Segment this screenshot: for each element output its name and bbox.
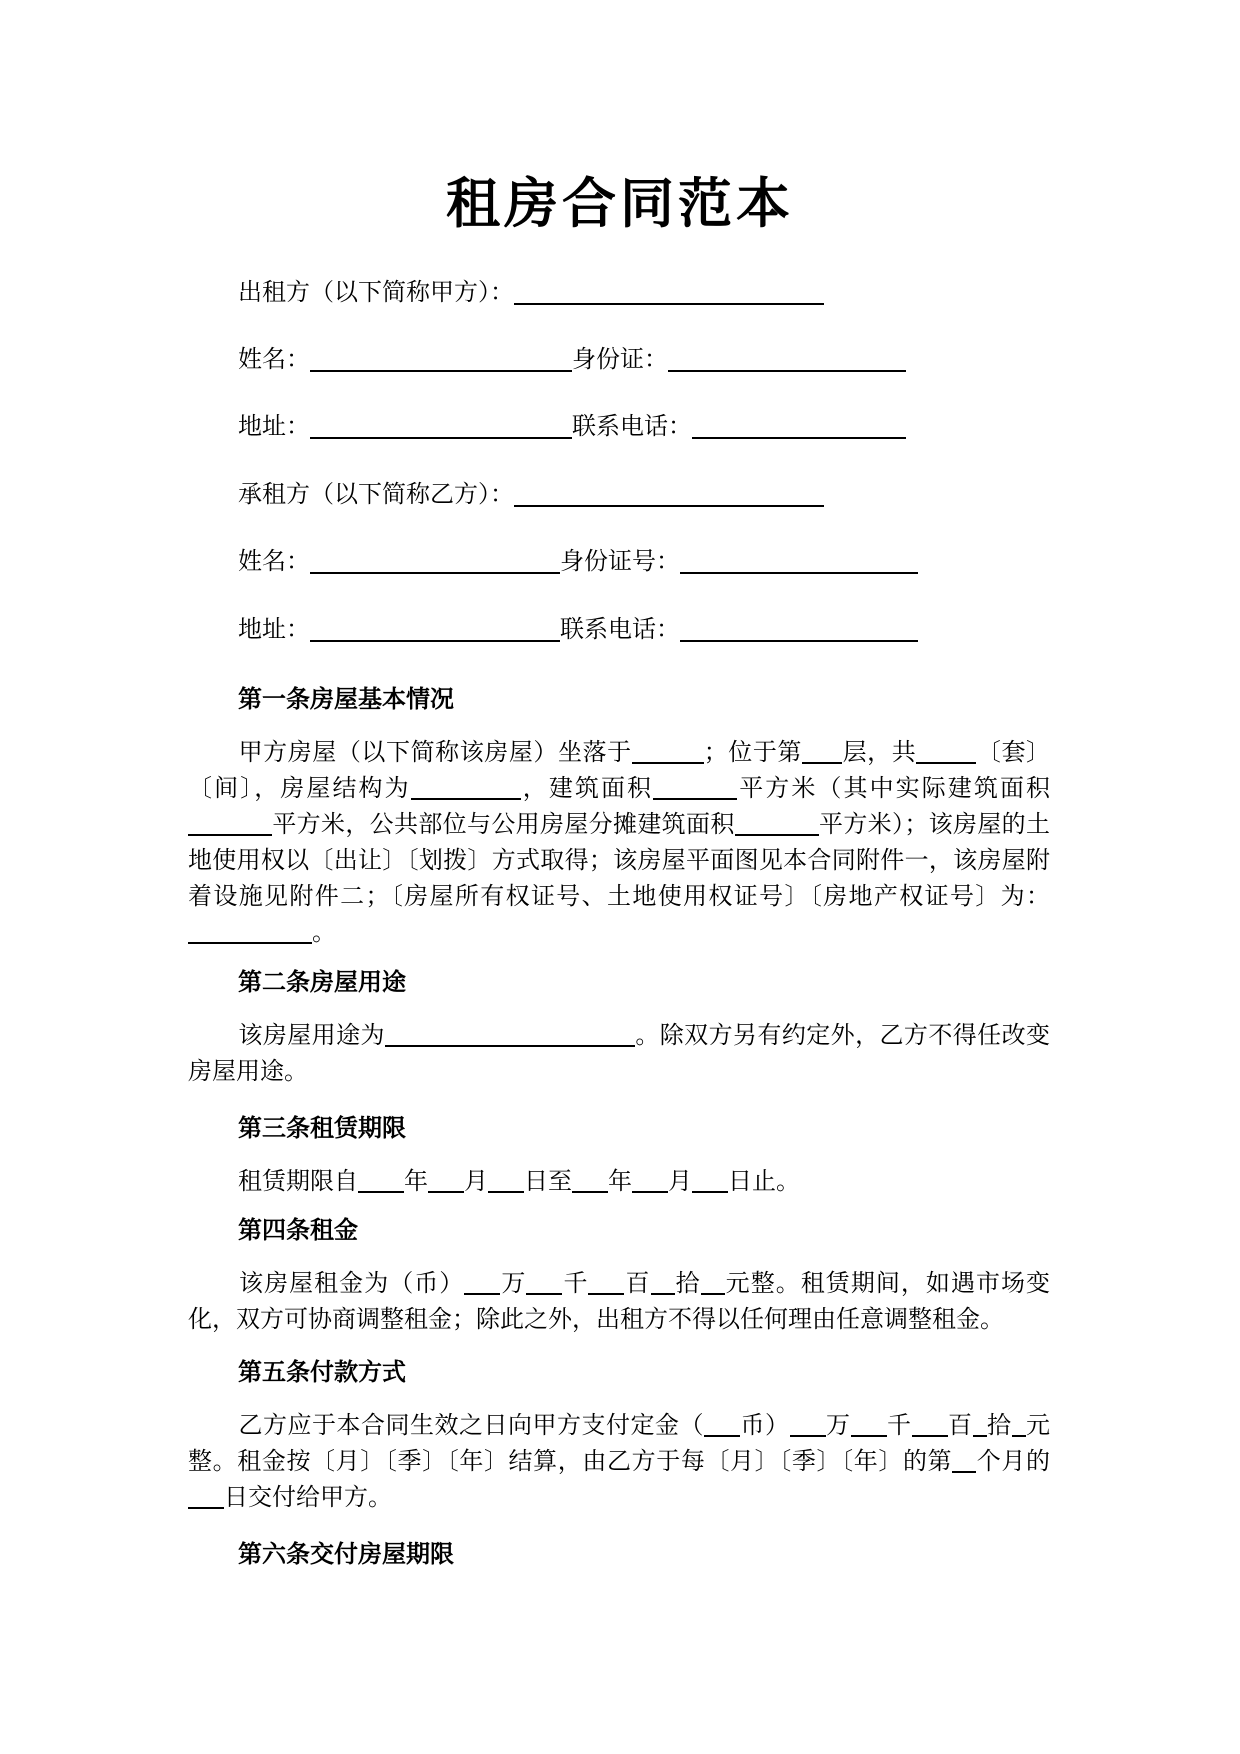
lessee-address-label: 地址： <box>238 615 310 643</box>
section-2-body: 该房屋用途为 。除双方另有约定外，乙方不得任改变房屋用途。 <box>188 1021 1051 1085</box>
section-2-heading: 第二条房屋用途 <box>238 968 406 996</box>
lessor-label: 出租方（以下简称甲方）： <box>238 278 514 306</box>
lessee-line <box>238 478 824 510</box>
deposit-yuan-blank[interactable] <box>1012 1409 1026 1437</box>
lessee-name-blank[interactable] <box>310 546 560 574</box>
total-blank[interactable] <box>916 736 976 764</box>
floor-blank[interactable] <box>802 736 842 764</box>
section-4-heading: 第四条租金 <box>238 1216 358 1244</box>
lessor-phone-blank[interactable] <box>692 411 906 439</box>
pay-day-blank[interactable] <box>188 1481 224 1509</box>
lessee-label: 承租方（以下简称乙方）： <box>238 480 514 508</box>
lessee-name-line <box>238 545 918 577</box>
lessor-phone-label: 联系电话： <box>572 412 692 440</box>
section-5-body: 乙方应于本合同生效之日向甲方支付定金（ 币） 万 千 百 拾 元整。租金按〔月〕〔季〕〔年〕结算，由乙方于每〔月〕〔季〕〔年〕的第 个月的日交付给甲方。 <box>188 1411 1051 1511</box>
lessor-address-blank[interactable] <box>310 411 572 439</box>
deposit-qian-blank[interactable] <box>851 1409 887 1437</box>
rent-yuan-blank[interactable] <box>701 1267 725 1295</box>
shared-area-blank[interactable] <box>735 808 819 836</box>
building-area-blank[interactable] <box>653 772 737 800</box>
end-day-blank[interactable] <box>692 1165 728 1193</box>
lessee-phone-label: 联系电话： <box>560 615 680 643</box>
rent-wan-blank[interactable] <box>464 1267 500 1295</box>
section-3-heading: 第三条租赁期限 <box>238 1114 406 1142</box>
deposit-currency-blank[interactable] <box>704 1409 740 1437</box>
section-1-body: 甲方房屋（以下简称该房屋）坐落于 ；位于第 层，共 〔套〕〔间〕，房屋结构为 ，建筑面积 平方米（其中实际建筑面积平方米，公共部位与公用房屋分摊建筑面积 平方米）；该房屋的土地使用权以〔出让〕〔划拨〕方式取得；该房屋平面图见本合同附件一，该房屋附着设施见附件二；〔房屋所有权证号、土地使用权证号〕〔房地产权证号〕为：。 <box>188 738 1051 946</box>
structure-blank[interactable] <box>411 772 521 800</box>
start-month-blank[interactable] <box>428 1165 464 1193</box>
lessor-name-label: 姓名： <box>238 345 310 373</box>
deposit-wan-blank[interactable] <box>790 1409 826 1437</box>
lessor-address-line <box>238 410 906 442</box>
usage-blank[interactable] <box>385 1019 635 1047</box>
lessor-id-label: 身份证： <box>572 345 668 373</box>
lessor-name-line <box>238 343 906 375</box>
end-month-blank[interactable] <box>632 1165 668 1193</box>
start-day-blank[interactable] <box>488 1165 524 1193</box>
section-5-heading: 第五条付款方式 <box>238 1358 406 1386</box>
certificate-blank[interactable] <box>188 916 312 944</box>
rent-shi-blank[interactable] <box>651 1267 675 1295</box>
section-4-body: 该房屋租金为（币） 万 千 百 拾 元整。租赁期间，如遇市场变化，双方可协商调整租金；除此之外，出租方不得以任何理由任意调整租金。 <box>188 1269 1051 1333</box>
rent-bai-blank[interactable] <box>588 1267 624 1295</box>
lessor-address-label: 地址： <box>238 412 310 440</box>
deposit-bai-blank[interactable] <box>912 1409 948 1437</box>
location-blank[interactable] <box>632 736 704 764</box>
pay-month-blank[interactable] <box>952 1445 976 1473</box>
section-6-heading: 第六条交付房屋期限 <box>238 1540 454 1568</box>
lessee-id-label: 身份证号： <box>560 547 680 575</box>
start-year-blank[interactable] <box>358 1165 404 1193</box>
section-1-heading: 第一条房屋基本情况 <box>238 685 454 713</box>
lessee-name-label: 姓名： <box>238 547 310 575</box>
lessee-phone-blank[interactable] <box>680 614 918 642</box>
actual-area-blank[interactable] <box>188 808 272 836</box>
lessor-name-blank[interactable] <box>310 344 572 372</box>
rent-qian-blank[interactable] <box>526 1267 562 1295</box>
lessee-blank[interactable] <box>514 479 824 507</box>
lessor-blank[interactable] <box>514 277 824 305</box>
deposit-shi-blank[interactable] <box>973 1409 987 1437</box>
end-year-blank[interactable] <box>572 1165 608 1193</box>
lessee-id-blank[interactable] <box>680 546 918 574</box>
page-title: 租房合同范本 <box>446 172 794 235</box>
lessor-id-blank[interactable] <box>668 344 906 372</box>
section-3-body: 租赁期限自 年 月 日至 年 月 日止。 <box>238 1167 800 1195</box>
lessee-address-line <box>238 613 918 645</box>
lessor-line <box>238 276 824 308</box>
lessee-address-blank[interactable] <box>310 614 560 642</box>
